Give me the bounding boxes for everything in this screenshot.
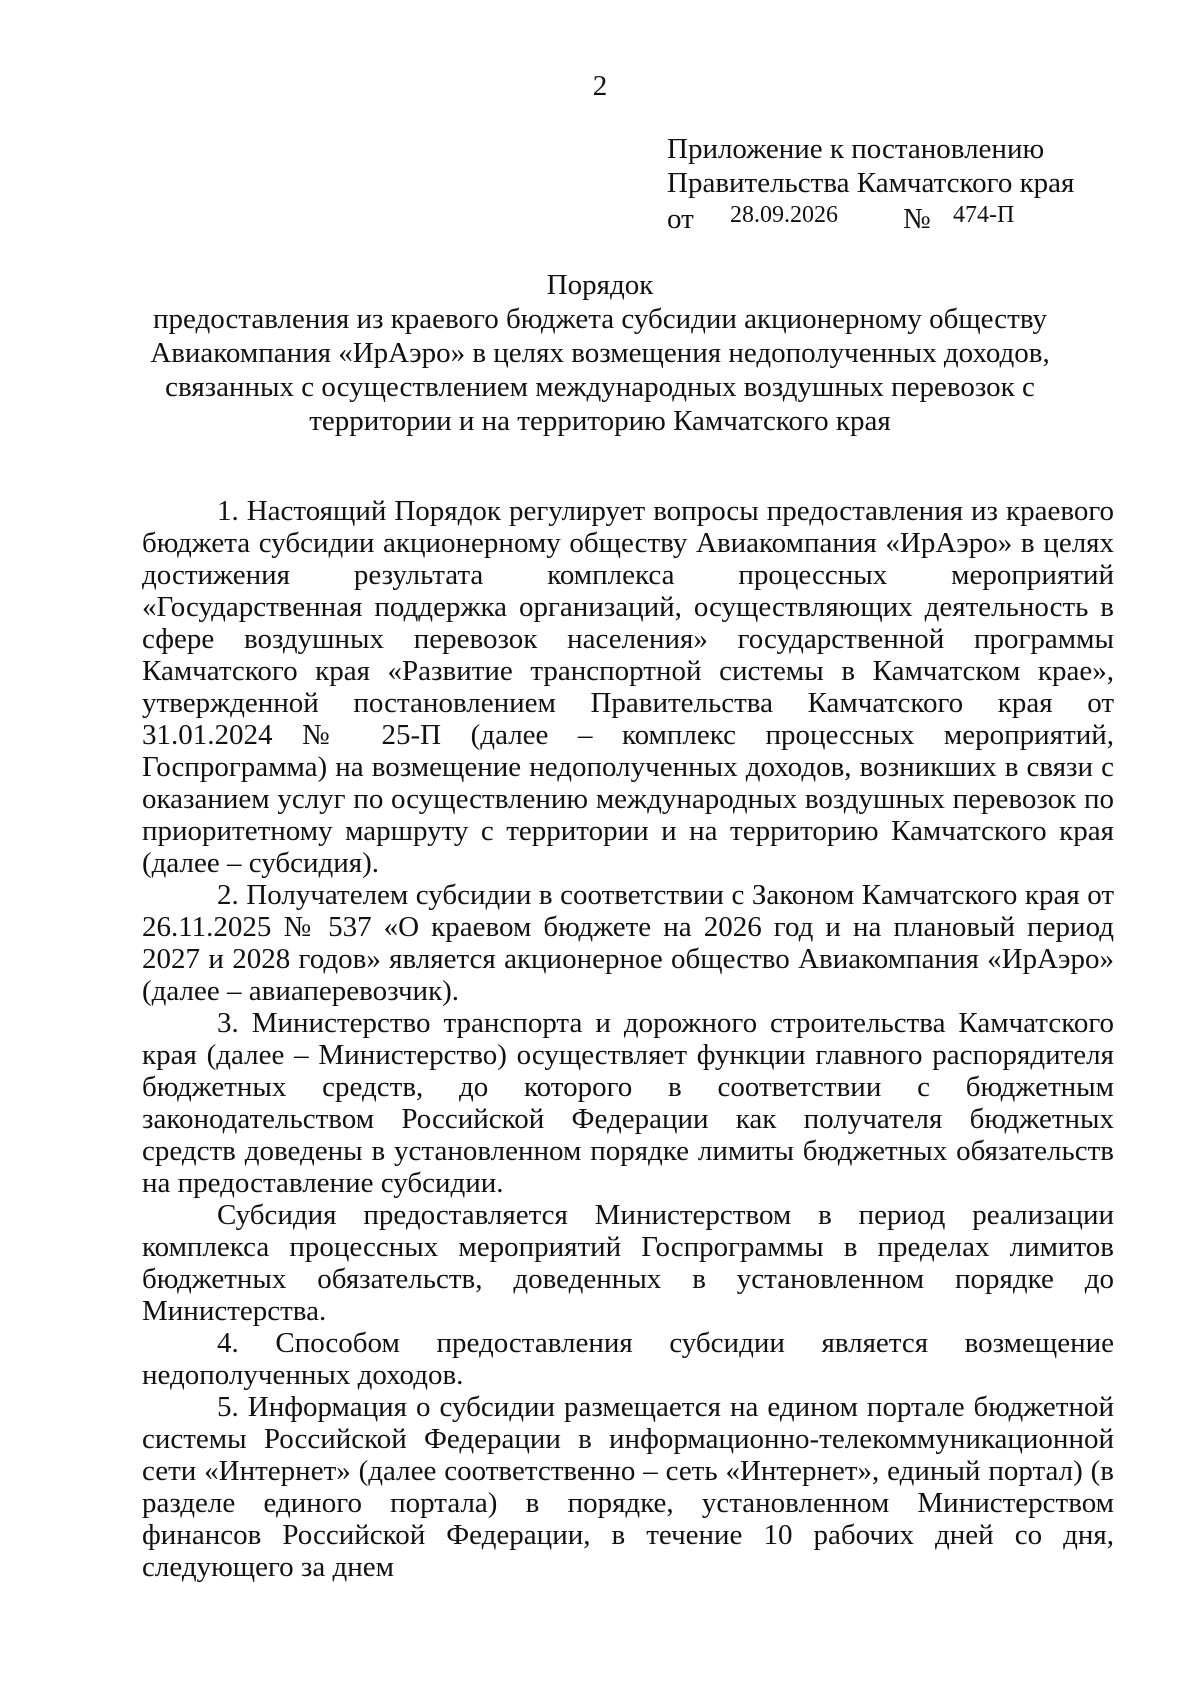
title-line-3: связанных с осуществлением международных воздушных перевозок с bbox=[165, 371, 1035, 403]
title-line-2: Авиакомпания «ИрАэро» в целях возмещения недополученных доходов, bbox=[150, 337, 1050, 369]
paragraph-3: 3. Министерство транспорта и дорожного строительства Камчатского края (далее – Министерство) осуществляет функции главного распорядителя бюджетных средств, до которого в соответствии с бюджетным законодательством Российской Федерации как получателя бюджетных средств доведены в установленном порядке лимиты бюджетных обязательств на предоставление субсидии. bbox=[142, 1007, 1114, 1199]
paragraph-2: 2. Получателем субсидии в соответствии с Законом Камчатского края от 26.11.2025 № 537 «О краевом бюджете на 2026 год и на плановый период 2027 и 2028 годов» является акционерное общество Авиакомпания «ИрАэро» (далее – авиаперевозчик). bbox=[142, 879, 1114, 1007]
paragraph-3-continuation: Субсидия предоставляется Министерством в период реализации комплекса процессных мероприятий Госпрограммы в пределах лимитов бюджетных обязательств, доведенных в установленном порядке до Министерства. bbox=[142, 1199, 1114, 1327]
appendix-from-label: от bbox=[667, 203, 694, 235]
appendix-line-2: Правительства Камчатского края bbox=[667, 167, 1075, 199]
paragraph-4: 4. Способом предоставления субсидии является возмещение недополученных доходов. bbox=[142, 1327, 1114, 1391]
document-body bbox=[142, 495, 1114, 1583]
appendix-number: 474-П bbox=[953, 202, 1015, 228]
appendix-date: 28.09.2026 bbox=[730, 202, 838, 228]
title-line-4: территории и на территорию Камчатского края bbox=[309, 405, 891, 437]
page-number: 2 bbox=[592, 70, 608, 102]
paragraph-5: 5. Информация о субсидии размещается на едином портале бюджетной системы Российской Федерации в информационно-телекоммуникационной сети «Интернет» (далее соответственно – сеть «Интернет», единый портал) (в разделе единого портала) в порядке, установленном Министерством финансов Российской Федерации, в течение 10 рабочих дней со дня, следующего за днем bbox=[142, 1391, 1114, 1583]
appendix-reference bbox=[667, 132, 1074, 234]
appendix-line-1: Приложение к постановлению bbox=[667, 133, 1045, 165]
document-title bbox=[120, 268, 1080, 438]
title-line-1: предоставления из краевого бюджета субсидии акционерному обществу bbox=[152, 303, 1048, 335]
appendix-date-number-line bbox=[667, 200, 1074, 234]
title-heading: Порядок bbox=[546, 269, 654, 301]
appendix-number-sign: № bbox=[903, 203, 931, 235]
paragraph-1: 1. Настоящий Порядок регулирует вопросы предоставления из краевого бюджета субсидии акционерному обществу Авиакомпания «ИрАэро» в целях достижения результата комплекса процессных мероприятий «Государственная поддержка организаций, осуществляющих деятельность в сфере воздушных перевозок населения» государственной программы Камчатского края «Развитие транспортной системы в Камчатском крае», утвержденной постановлением Правительства Камчатского края от 31.01.2024 № 25-П (далее – комплекс процессных мероприятий, Госпрограмма) на возмещение недополученных доходов, возникших в связи с оказанием услуг по осуществлению международных воздушных перевозок по приоритетному маршруту с территории и на территорию Камчатского края (далее – субсидия). bbox=[142, 495, 1114, 879]
